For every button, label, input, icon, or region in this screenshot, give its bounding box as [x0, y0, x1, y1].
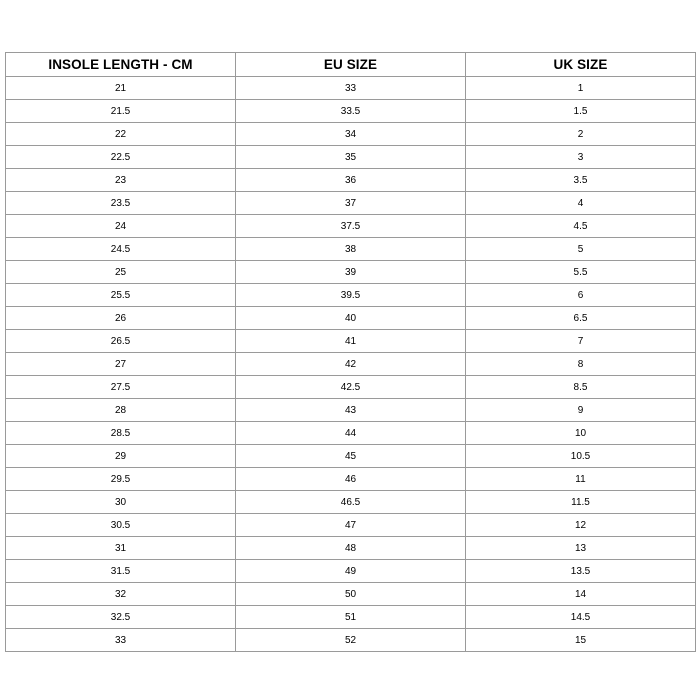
cell-eu-size: 44: [236, 422, 466, 445]
cell-insole-length: 26: [6, 307, 236, 330]
cell-insole-length: 32.5: [6, 606, 236, 629]
table-body: [6, 77, 696, 652]
cell-uk-size: 10.5: [466, 445, 696, 468]
table-row: [6, 123, 696, 146]
cell-eu-size: 34: [236, 123, 466, 146]
table-row: [6, 491, 696, 514]
cell-insole-length: 23.5: [6, 192, 236, 215]
table-row: [6, 376, 696, 399]
cell-eu-size: 37: [236, 192, 466, 215]
cell-uk-size: 13.5: [466, 560, 696, 583]
table-header: [6, 53, 696, 77]
cell-uk-size: 11: [466, 468, 696, 491]
cell-eu-size: 41: [236, 330, 466, 353]
cell-eu-size: 49: [236, 560, 466, 583]
cell-uk-size: 9: [466, 399, 696, 422]
cell-insole-length: 22.5: [6, 146, 236, 169]
header-uk-size: UK SIZE: [466, 53, 696, 77]
cell-uk-size: 11.5: [466, 491, 696, 514]
cell-uk-size: 8.5: [466, 376, 696, 399]
cell-insole-length: 24.5: [6, 238, 236, 261]
cell-uk-size: 12: [466, 514, 696, 537]
size-chart: [5, 52, 695, 652]
table-row: [6, 560, 696, 583]
cell-uk-size: 1: [466, 77, 696, 100]
cell-insole-length: 22: [6, 123, 236, 146]
table-row: [6, 261, 696, 284]
table-row: [6, 307, 696, 330]
cell-eu-size: 42: [236, 353, 466, 376]
cell-insole-length: 28.5: [6, 422, 236, 445]
cell-insole-length: 32: [6, 583, 236, 606]
size-table: [5, 52, 696, 652]
cell-uk-size: 2: [466, 123, 696, 146]
header-row: [6, 53, 696, 77]
cell-insole-length: 29: [6, 445, 236, 468]
cell-eu-size: 46.5: [236, 491, 466, 514]
cell-uk-size: 5.5: [466, 261, 696, 284]
cell-eu-size: 36: [236, 169, 466, 192]
cell-uk-size: 8: [466, 353, 696, 376]
cell-uk-size: 1.5: [466, 100, 696, 123]
cell-eu-size: 43: [236, 399, 466, 422]
cell-eu-size: 40: [236, 307, 466, 330]
cell-eu-size: 33.5: [236, 100, 466, 123]
cell-insole-length: 31: [6, 537, 236, 560]
table-row: [6, 284, 696, 307]
cell-eu-size: 38: [236, 238, 466, 261]
table-row: [6, 606, 696, 629]
table-row: [6, 445, 696, 468]
table-row: [6, 583, 696, 606]
cell-insole-length: 28: [6, 399, 236, 422]
table-row: [6, 192, 696, 215]
cell-insole-length: 21.5: [6, 100, 236, 123]
cell-insole-length: 30.5: [6, 514, 236, 537]
header-insole-length: INSOLE LENGTH - CM: [6, 53, 236, 77]
table-row: [6, 537, 696, 560]
cell-uk-size: 5: [466, 238, 696, 261]
table-row: [6, 468, 696, 491]
cell-eu-size: 35: [236, 146, 466, 169]
cell-eu-size: 46: [236, 468, 466, 491]
table-row: [6, 169, 696, 192]
table-row: [6, 238, 696, 261]
header-eu-size: EU SIZE: [236, 53, 466, 77]
cell-insole-length: 25.5: [6, 284, 236, 307]
table-row: [6, 399, 696, 422]
table-row: [6, 100, 696, 123]
cell-eu-size: 48: [236, 537, 466, 560]
cell-eu-size: 50: [236, 583, 466, 606]
table-row: [6, 353, 696, 376]
cell-eu-size: 51: [236, 606, 466, 629]
cell-uk-size: 14.5: [466, 606, 696, 629]
cell-insole-length: 30: [6, 491, 236, 514]
cell-insole-length: 26.5: [6, 330, 236, 353]
cell-uk-size: 14: [466, 583, 696, 606]
cell-eu-size: 33: [236, 77, 466, 100]
cell-uk-size: 4.5: [466, 215, 696, 238]
cell-insole-length: 21: [6, 77, 236, 100]
table-row: [6, 77, 696, 100]
cell-uk-size: 10: [466, 422, 696, 445]
cell-eu-size: 39.5: [236, 284, 466, 307]
cell-insole-length: 29.5: [6, 468, 236, 491]
cell-insole-length: 27.5: [6, 376, 236, 399]
cell-insole-length: 31.5: [6, 560, 236, 583]
cell-eu-size: 47: [236, 514, 466, 537]
cell-uk-size: 6.5: [466, 307, 696, 330]
cell-eu-size: 39: [236, 261, 466, 284]
table-row: [6, 330, 696, 353]
cell-eu-size: 52: [236, 629, 466, 652]
table-row: [6, 422, 696, 445]
cell-uk-size: 3: [466, 146, 696, 169]
cell-uk-size: 7: [466, 330, 696, 353]
cell-eu-size: 37.5: [236, 215, 466, 238]
cell-eu-size: 45: [236, 445, 466, 468]
cell-insole-length: 33: [6, 629, 236, 652]
table-row: [6, 146, 696, 169]
cell-uk-size: 3.5: [466, 169, 696, 192]
cell-uk-size: 4: [466, 192, 696, 215]
cell-insole-length: 25: [6, 261, 236, 284]
table-row: [6, 514, 696, 537]
cell-insole-length: 23: [6, 169, 236, 192]
table-row: [6, 215, 696, 238]
table-row: [6, 629, 696, 652]
cell-uk-size: 13: [466, 537, 696, 560]
cell-uk-size: 15: [466, 629, 696, 652]
cell-insole-length: 24: [6, 215, 236, 238]
cell-insole-length: 27: [6, 353, 236, 376]
cell-eu-size: 42.5: [236, 376, 466, 399]
cell-uk-size: 6: [466, 284, 696, 307]
